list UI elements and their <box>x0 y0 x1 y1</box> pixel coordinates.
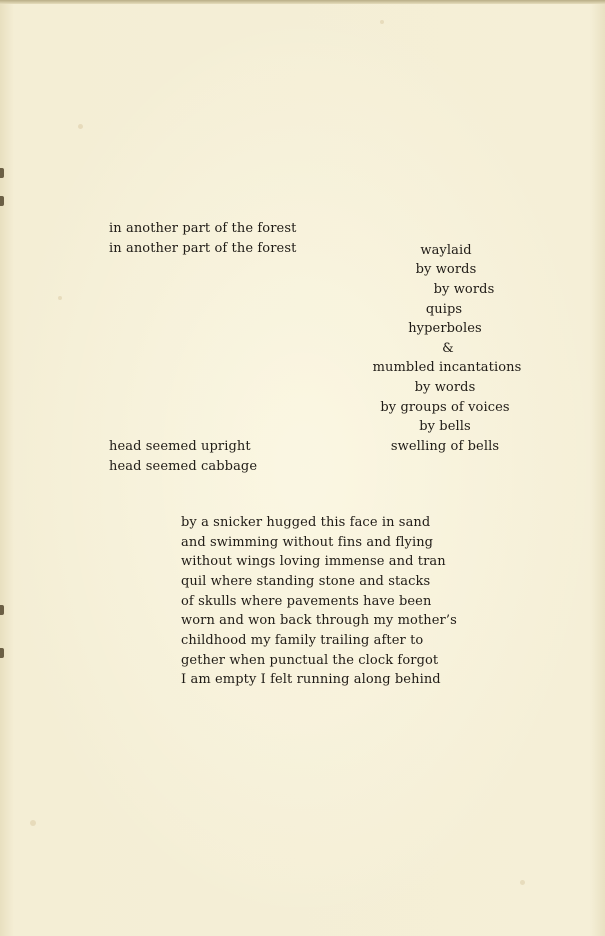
binding-mark <box>0 196 4 206</box>
right-line: hyperboles <box>408 321 482 336</box>
left-line-head: head seemed upright <box>109 439 251 454</box>
binding-mark <box>0 168 4 178</box>
stanza-line: by a snicker hugged this face in sand <box>181 515 431 530</box>
right-line: by words <box>433 282 495 297</box>
page-top-edge <box>0 0 605 4</box>
stanza-line: worn and won back through my mother’s <box>181 613 457 628</box>
right-line: mumbled incantations <box>372 360 522 375</box>
paper-foxing-spot <box>30 820 36 826</box>
paper-foxing-spot <box>520 880 525 885</box>
right-line: by bells <box>419 419 471 434</box>
binding-mark <box>0 605 4 615</box>
stanza-line: of skulls where pavements have been <box>181 594 432 609</box>
left-line-forest: in another part of the forest <box>109 221 297 236</box>
right-line: by words <box>414 380 476 395</box>
right-line: by words <box>415 262 477 277</box>
right-line: & <box>442 341 454 356</box>
stanza-line: quil where standing stone and stacks <box>181 574 431 589</box>
left-line-forest: in another part of the forest <box>109 241 297 256</box>
stanza-line: and swimming without fins and flying <box>181 535 434 550</box>
paper-foxing-spot <box>58 296 62 300</box>
right-line: swelling of bells <box>390 439 500 454</box>
paper-foxing-spot <box>380 20 384 24</box>
left-line-head: head seemed cabbage <box>109 459 258 474</box>
stanza-line: without wings loving immense and tran <box>181 554 446 569</box>
right-line: quips <box>425 302 463 317</box>
stanza-line: I am empty I felt running along behind <box>181 672 441 687</box>
right-line: by groups of voices <box>380 400 510 415</box>
stanza-line: gether when punctual the clock forgot <box>181 653 439 668</box>
binding-mark <box>0 648 4 658</box>
right-line: waylaid <box>420 243 472 258</box>
stanza-line: childhood my family trailing after to <box>181 633 424 648</box>
paper-foxing-spot <box>78 124 83 129</box>
